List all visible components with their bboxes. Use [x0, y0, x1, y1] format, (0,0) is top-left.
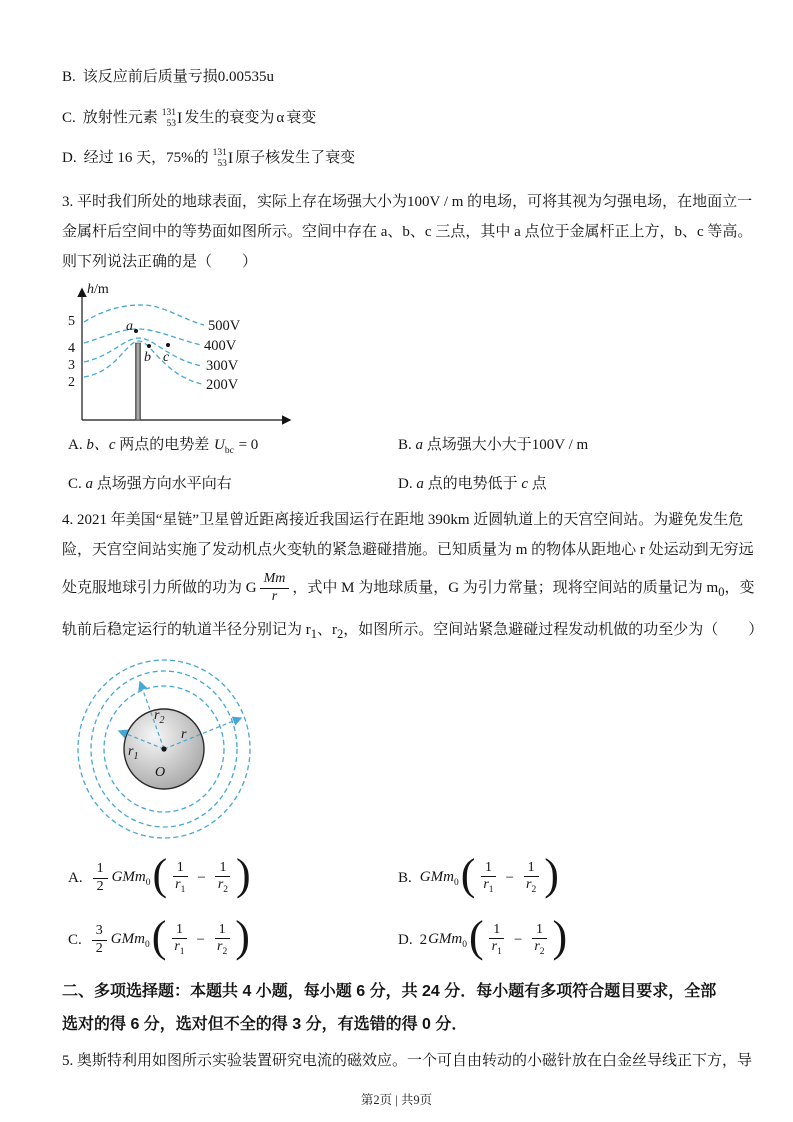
right-paren: ) — [544, 850, 559, 899]
option-text: 点 — [528, 476, 547, 492]
q3-equipotential-figure — [62, 279, 332, 427]
isotope-mass: 131 — [161, 108, 177, 119]
right-paren: ) — [236, 850, 251, 899]
q3-options — [68, 433, 735, 493]
GMm0-term: GMm$_0$ — [111, 868, 151, 888]
q2-option-b — [62, 64, 735, 91]
left-paren: ( — [460, 850, 476, 899]
GMm0-term: GMm$_0$ — [428, 930, 468, 950]
q2-option-d — [62, 145, 735, 172]
section-2-header — [62, 975, 735, 1041]
option-text: 该反应前后质量亏损0.00535u — [82, 69, 275, 85]
option-label: A. — [68, 437, 83, 453]
q4-option-a — [68, 851, 398, 905]
isotope-symbol: I — [227, 150, 234, 167]
point-c-label: c — [163, 350, 170, 365]
tick-5: 5 — [68, 314, 75, 329]
equipotential-curve-400v — [84, 329, 201, 345]
point-a-label: a — [126, 319, 133, 334]
stem-text: ，式中 M 为地球质量，G 为引力常量；现将空间站的质量记为 m — [292, 580, 719, 596]
option-text: 衰变 — [286, 110, 317, 126]
fraction-1-over-r2: $\frac{1}{r_2}$ — [522, 860, 540, 897]
left-paren: ( — [469, 912, 484, 961]
option-text: = 0 — [234, 437, 259, 453]
equipotential-curve-500v — [84, 305, 204, 325]
stem-text: 轨前后稳定运行的轨道半径分别记为 r — [62, 622, 311, 638]
option-label: D. — [62, 150, 77, 166]
q4-option-c — [68, 913, 398, 967]
label-r: r — [181, 727, 187, 742]
tick-2: 2 — [68, 375, 75, 390]
coefficient: 2 — [419, 931, 428, 948]
formula — [419, 850, 560, 899]
right-paren: ) — [235, 912, 250, 961]
option-text: 放射性元素 — [82, 110, 158, 126]
formula — [90, 850, 252, 899]
option-label: B. — [398, 437, 412, 453]
q4-line-1: 4. 2021 年美国“星链”卫星曾近距离接近我国运行在距地 390km 近圆轨道上的天宫空间站。为避免发生危 — [62, 512, 744, 528]
fraction-1-over-r2: $\frac{1}{r_2}$ — [214, 860, 232, 897]
label-r2: $r_2$ — [154, 708, 165, 726]
isotope-z: 53 — [217, 158, 227, 169]
GMm0-term: GMm$_0$ — [419, 868, 459, 888]
option-label: B. — [62, 69, 76, 85]
isotope-stack — [213, 148, 227, 169]
inline-fraction-Mm-over-r: $\frac{Mm}{r}$ — [260, 571, 290, 606]
option-text: 点的电势低于 — [423, 476, 522, 492]
left-paren: ( — [151, 912, 167, 961]
q4-line-3 — [62, 565, 755, 615]
q3-line-2: 金属杆后空间中的等势面如图所示。空间中存在 a、b、c 三点，其中 a 点位于金属杆正上方，b、c 等高。 — [62, 224, 753, 240]
equipotential-curve-200v — [84, 341, 202, 384]
stem-text: 、r — [317, 622, 337, 638]
option-text: 两点的电势差 — [115, 437, 214, 453]
fraction-1-over-r1: $\frac{1}{r_1}$ — [171, 860, 189, 897]
q5-question-stem: 5. 奥斯特利用如图所示实验装置研究电流的磁效应。一个可自由转动的小磁针放在白金丝导线正下方，导 — [62, 1053, 753, 1069]
option-text: 点场强方向水平向右 — [93, 476, 232, 492]
coefficient-fraction: $\frac{1}{2}$ — [93, 861, 108, 896]
q2-option-c — [62, 105, 735, 132]
minus-sign: − — [505, 869, 515, 886]
earth-center-dot — [161, 746, 166, 751]
minus-sign: − — [196, 931, 206, 948]
coefficient-fraction: $\frac{3}{2}$ — [92, 923, 107, 958]
subscript: 0 — [718, 585, 725, 599]
formula — [89, 912, 251, 961]
right-paren: ) — [552, 912, 568, 961]
page-footer: 第2页 | 共9页 — [360, 1093, 433, 1107]
tick-3: 3 — [68, 358, 75, 373]
label-500v: 500V — [208, 318, 241, 334]
label-400v: 400V — [204, 338, 237, 354]
GMm0-term: GMm$_0$ — [110, 930, 150, 950]
point-b-label: b — [144, 350, 151, 365]
q3-option-b — [398, 433, 735, 456]
q3-line-1: 3. 平时我们所处的地球表面，实际上存在场强大小为100V / m 的电场，可将其视为匀强电场，在地面立一 — [62, 194, 753, 210]
point-b-dot — [147, 344, 151, 348]
q4-orbit-figure — [68, 655, 283, 847]
option-label: B. — [398, 869, 412, 886]
option-text: 经过 16 天，75%的 — [83, 150, 209, 166]
q3-option-d — [398, 472, 735, 493]
subscript: 2 — [337, 627, 344, 641]
minus-sign: − — [513, 931, 523, 948]
option-label: D. — [398, 476, 413, 492]
q4-question-stem — [62, 505, 764, 649]
option-label: C. — [68, 931, 82, 948]
option-label: C. — [62, 110, 76, 126]
q3-line-3: 则下列说法正确的是（ ） — [62, 254, 258, 270]
stem-text: ，变 — [724, 580, 755, 596]
option-var: a — [85, 476, 94, 492]
option-text: 原子核发生了衰变 — [235, 150, 356, 166]
label-300v: 300V — [206, 358, 239, 374]
y-axis-label: h/m — [87, 282, 109, 297]
option-var: a — [415, 437, 424, 453]
fraction-1-over-r1: $\frac{1}{r_1}$ — [479, 860, 497, 897]
equipotential-curve-300v — [84, 338, 202, 366]
section-header-line-1: 二、多项选择题：本题共 4 小题，每小题 6 分，共 24 分．每小题有多项符合题目要求，全部 — [62, 983, 717, 1000]
label-r1: $r_1$ — [128, 744, 139, 762]
fraction-1-over-r2: $\frac{1}{r_2}$ — [530, 922, 548, 959]
q4-options — [68, 851, 735, 967]
alpha-symbol: α — [276, 110, 285, 126]
subscript: 1 — [310, 627, 317, 641]
metal-rod — [136, 343, 141, 420]
option-text: 发生的衰变为 — [184, 110, 275, 126]
fraction-1-over-r1: $\frac{1}{r_1}$ — [488, 922, 506, 959]
fraction-1-over-r1: $\frac{1}{r_1}$ — [170, 922, 188, 959]
option-var: c — [521, 476, 529, 492]
q3-question-stem — [62, 187, 753, 277]
q4-line-4 — [62, 615, 764, 649]
q3-option-a — [68, 433, 398, 456]
label-200v: 200V — [206, 377, 239, 393]
option-label: C. — [68, 476, 82, 492]
option-text: 点场强大小大于100V / m — [423, 437, 589, 453]
tick-4: 4 — [68, 341, 75, 356]
q4-option-b — [398, 851, 735, 905]
stem-text: ，如图所示。空间站紧急避碰过程发动机做的功至少为（ ） — [343, 622, 764, 638]
option-vars: b、c — [86, 437, 116, 453]
potential-difference-symbol: $U_{bc}$ — [214, 437, 234, 456]
section-header-line-2: 选对的得 6 分，选对但不全的得 3 分，有选错的得 0 分． — [62, 1016, 468, 1033]
isotope-mass: 131 — [212, 148, 227, 159]
q3-option-c — [68, 472, 398, 493]
option-label: D. — [398, 931, 413, 948]
minus-sign: − — [197, 869, 206, 886]
stem-text: 处克服地球引力所做的功为 G — [62, 580, 257, 596]
isotope-z: 53 — [166, 118, 177, 129]
left-paren: ( — [152, 850, 168, 899]
q4-line-2: 险，天宫空间站实施了发动机点火变轨的紧急避碰措施。已知质量为 m 的物体从距地心 r 处运动到无穷远 — [62, 542, 754, 558]
q4-option-d — [398, 913, 735, 967]
isotope-symbol: I — [177, 110, 183, 127]
option-var: a — [416, 476, 424, 492]
formula — [419, 912, 569, 961]
option-label: A. — [68, 869, 83, 886]
label-center-O: O — [155, 765, 166, 780]
fraction-1-over-r2: $\frac{1}{r_2}$ — [213, 922, 231, 959]
point-a-dot — [134, 329, 138, 333]
point-c-dot — [166, 343, 170, 347]
isotope-stack — [162, 108, 176, 129]
